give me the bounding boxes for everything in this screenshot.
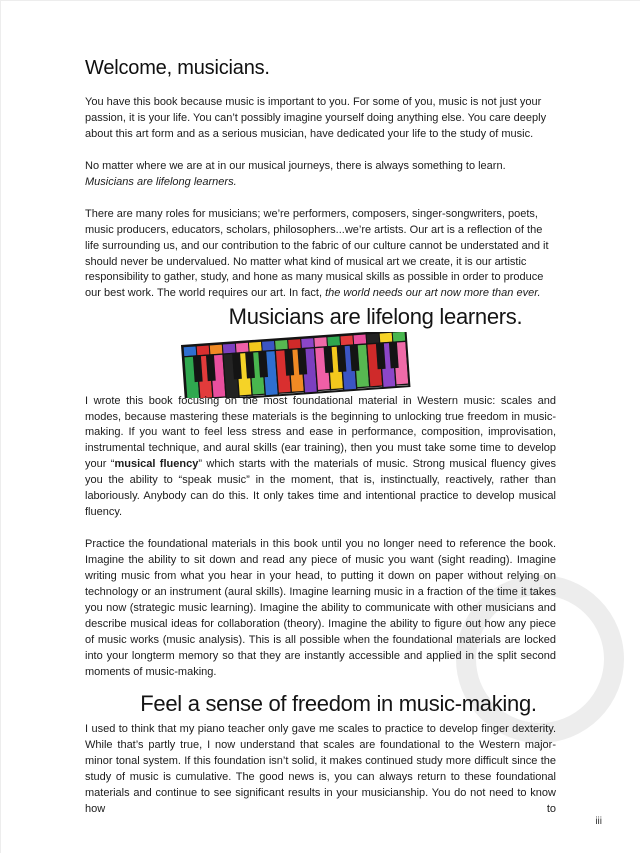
paragraph-fluency-lead: I wrote this book focusing on the most foundational material in Western music: scales and modes, because mastering these materials is the beginning to unlocking true freedom in music-making. If you want to feel less stress and ease in performance, composition, improvisation, instrumental technique, and aural skills (ear training), then you must take some time to develop your “ bbox=[85, 394, 556, 471]
page-number: iii bbox=[595, 816, 602, 827]
paragraph-practice: Practice the foundational materials in this book until you no longer need to reference the book. Imagine the ability to sit down and read any piece of music you want (sight reading). Imagine writing music from what you hear in your head, to putting it down on paper without relying on technology or an instrument (aural skills). Imagine learning music in a fraction of the time it takes you now (strategic music learning). Imagine the ability to communicate with other musicians and describe musical ideas for collaboration (theory). Imagine the ability to figure out how any piece of music works (music analysis). This is all possible when the foundational materials are locked into your longterm memory so that they are instantly accessible and applied in the split second moments of music-making. bbox=[85, 538, 556, 678]
piano-keyboard-svg bbox=[181, 332, 411, 398]
paragraph-journeys bbox=[85, 159, 556, 191]
paragraph-roles bbox=[85, 207, 556, 303]
paragraph-intro: You have this book because music is important to you. For some of you, music is not just your passion, it is your life. You can’t possibly imagine yourself doing anything else. You care deeply about this art form and as a serious musician, have dedicated your life to the study of music. bbox=[85, 96, 547, 140]
paragraph-fluency-bold: musical fluency bbox=[114, 458, 199, 471]
paragraph-roles-text: There are many roles for musicians; we’re performers, composers, singer-songwriters, poets, music producers, educators, scholars, philosophers...we’re artists. Our art is a reflection of the life surrounding us, and our contribution to the fabric of our culture cannot be understated and it should never be undervalued. No matter what kind of musical art we create, it is our artistic responsibility to gather, study, and hone as many musical skills as possible in order to produce our best work. The world requires our art. In fact, bbox=[85, 207, 549, 300]
paragraph-roles-italic: the world needs our art now more than ever. bbox=[325, 287, 541, 300]
heading-freedom: Feel a sense of freedom in music-making. bbox=[140, 690, 537, 716]
paragraph-fluency-tail: ” which starts with the materials of music. Strong musical fluency gives you the ability to “speak music” in the moment, that is, instinctually, reactively, rather than laboriously. Anybody can do this. It only takes time and intentional practice to develop musical fluency. bbox=[85, 458, 556, 519]
paragraph-fluency bbox=[85, 394, 556, 522]
paragraph-journeys-text: No matter where we are at in our musical journeys, there is always something to learn. bbox=[85, 159, 506, 172]
piano-illustration-group bbox=[182, 332, 409, 398]
page-content bbox=[85, 57, 556, 833]
piano-keyboard-illustration bbox=[181, 332, 411, 398]
page-title: Welcome, musicians. bbox=[85, 57, 270, 79]
heading-lifelong-learners: Musicians are lifelong learners. bbox=[228, 304, 523, 330]
paragraph-journeys-italic: Musicians are lifelong learners. bbox=[85, 175, 237, 188]
paragraph-scales: I used to think that my piano teacher only gave me scales to practice to develop finger dexterity. While that’s partly true, I now understand that scales are foundational to the Western major-minor tonal system. If this foundation isn’t solid, it makes continued study more difficult since the study of music is cumulative. The good news is, you can always return to these foundational materials and continue to see significant results in your musicianship. You do not need to know how to bbox=[85, 722, 556, 815]
